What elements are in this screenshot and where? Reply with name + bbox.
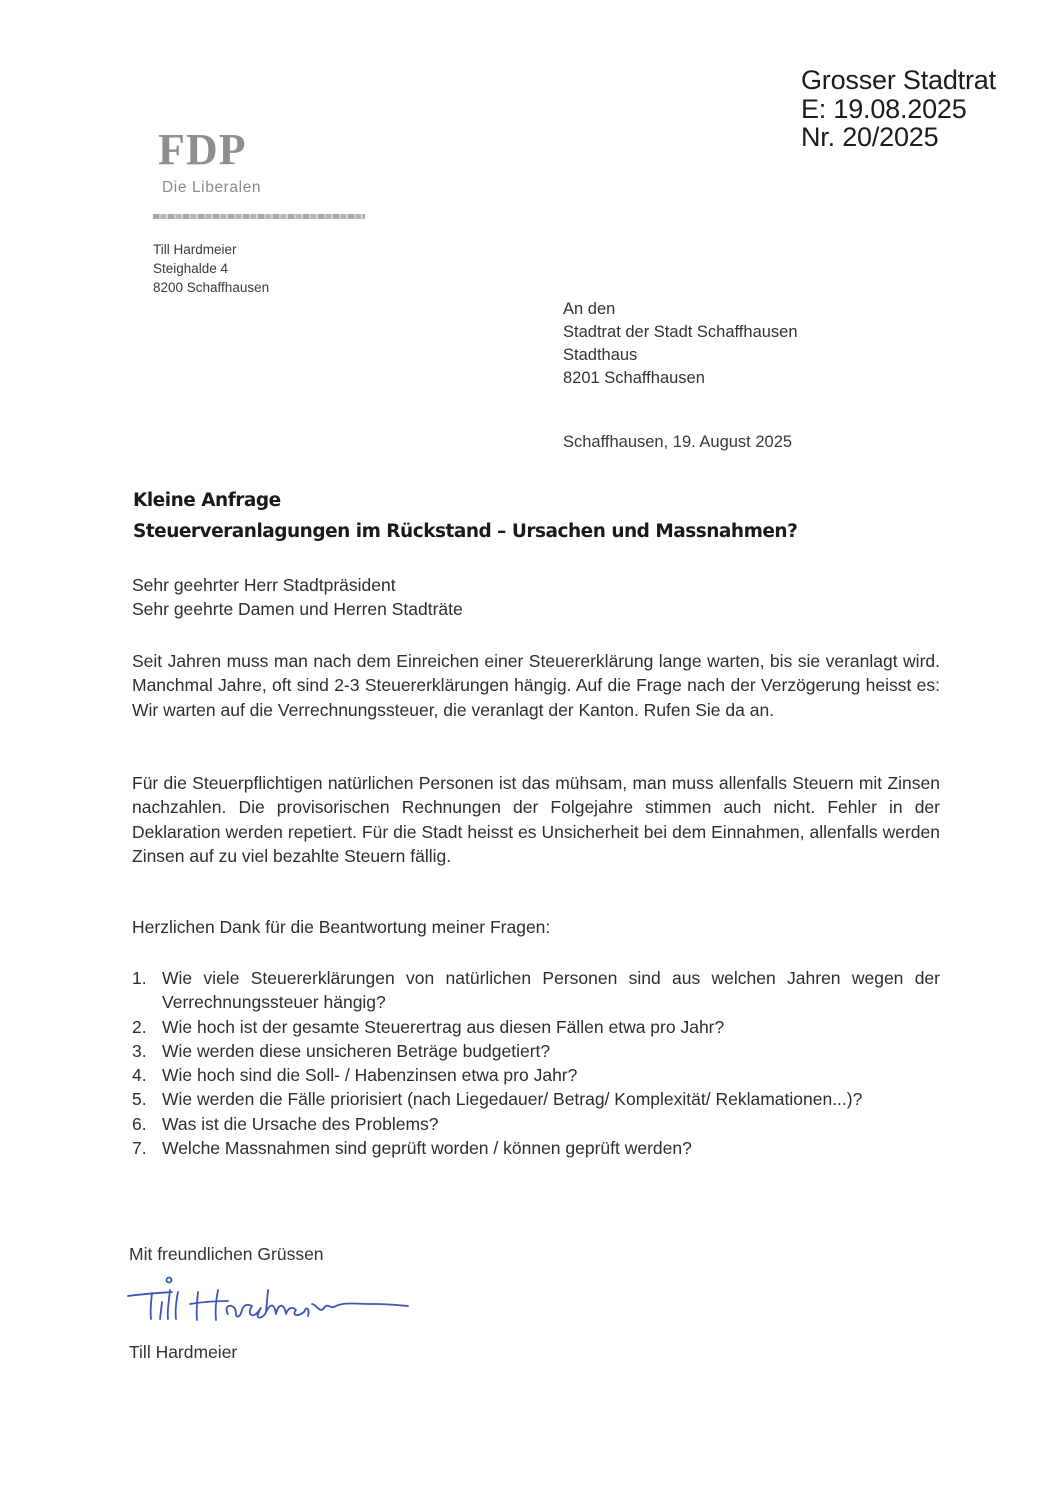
question-number: 1.: [132, 968, 147, 988]
receipt-stamp: [801, 66, 996, 152]
sender-address: [153, 240, 269, 297]
sender-name: Till Hardmeier: [153, 242, 237, 257]
question-text: Wie hoch sind die Soll- / Habenzinsen etwa pro Jahr?: [162, 1065, 578, 1086]
stamp-received-date: E: 19.08.2025: [801, 93, 967, 124]
logo-divider: [153, 214, 365, 219]
question-number: 2.: [132, 1016, 147, 1037]
party-logo: FDP: [158, 125, 247, 174]
question-number: 6.: [132, 1113, 147, 1134]
body-paragraph: Seit Jahren muss man nach dem Einreichen einer Steuererklärung lange warten, bis sie veranlagt wird. Manchmal Jahre, oft sind 2-3 Steuererklärungen hängig. Auf die Frage nach der Verzögerung heisst es: Wir warten auf die Verrechnungssteuer, die veranlagt der Kanton. Rufen Sie da an.: [132, 651, 940, 720]
question-text: Wie viele Steuererklärungen von natürlichen Personen sind aus welchen Jahren wegen der Verrechnungssteuer hängig?: [162, 968, 940, 1013]
signature-stroke: [197, 1292, 198, 1320]
question-text: Wie hoch ist der gesamte Steuerertrag aus diesen Fällen etwa pro Jahr?: [162, 1016, 725, 1037]
recipient-address: [563, 298, 798, 390]
signature-stroke: [160, 1302, 162, 1319]
question-number: 3.: [132, 1040, 147, 1061]
stamp-number: Nr. 20/2025: [801, 122, 939, 152]
question-item: [132, 1087, 940, 1111]
salutation-line: Sehr geehrte Damen und Herren Stadträte: [132, 599, 463, 620]
question-text: Welche Massnahmen sind geprüft worden / können geprüft werden?: [162, 1138, 692, 1159]
question-item: [132, 1063, 940, 1087]
signature-stroke: [227, 1290, 408, 1318]
question-item: [132, 1136, 940, 1160]
recipient-line: Stadthaus: [563, 346, 638, 364]
question-number: 7.: [132, 1138, 147, 1159]
body-paragraph: Für die Steuerpflichtigen natürlichen Personen ist das mühsam, man muss allenfalls Steuern mit Zinsen nachzahlen. Die provisorischen Rechnungen der Folgejahre stimmen auch nicht. Fehler in der Deklaration werden repetiert. Für die Stadt heisst es Unsicherheit bei dem Einnahmen, allenfalls werden Zinsen auf zu viel bezahlte Steuern fällig.: [132, 773, 940, 866]
signature-stroke: [190, 1301, 228, 1304]
document-type: Kleine Anfrage: [133, 490, 281, 511]
signature-stroke: [167, 1278, 172, 1283]
question-item: [132, 1112, 940, 1136]
question-text: Wie werden diese unsicheren Beträge budgetiert?: [162, 1040, 551, 1061]
sender-city: 8200 Schaffhausen: [153, 280, 270, 295]
question-item: [132, 1039, 940, 1063]
thanks-line: Herzlichen Dank für die Beantwortung meiner Fragen:: [132, 917, 551, 937]
stamp-authority: Grosser Stadtrat: [801, 65, 996, 95]
question-item: [132, 966, 940, 1015]
signature-stroke: [168, 1290, 170, 1319]
signature-stroke: [176, 1292, 178, 1319]
question-list: [132, 966, 940, 1160]
party-tagline: Die Liberalen: [162, 179, 262, 196]
question-text: Wie werden die Fälle priorisiert (nach Liegedauer/ Betrag/ Komplexität/ Reklamationen...)?: [162, 1089, 863, 1110]
salutation-line: Sehr geehrter Herr Stadtpräsident: [132, 575, 396, 595]
question-number: 4.: [132, 1065, 147, 1086]
signature-stroke: [128, 1292, 172, 1296]
signature-stroke: [216, 1290, 218, 1320]
sender-street: Steighalde 4: [153, 261, 229, 276]
salutation: [132, 573, 940, 622]
question-number: 5.: [132, 1089, 147, 1110]
place-date: Schaffhausen, 19. August 2025: [563, 433, 793, 451]
recipient-line: 8201 Schaffhausen: [563, 369, 705, 387]
subject-title: Steuerveranlagungen im Rückstand – Ursachen und Massnahmen?: [133, 521, 798, 542]
signature-stroke: [151, 1293, 152, 1319]
closing-greeting: Mit freundlichen Grüssen: [129, 1244, 324, 1264]
subject-block: [133, 485, 797, 547]
question-item: [132, 1015, 940, 1039]
handwritten-signature: [124, 1274, 414, 1329]
signer-name: Till Hardmeier: [129, 1342, 238, 1362]
question-text: Was ist die Ursache des Problems?: [162, 1113, 439, 1134]
recipient-line: Stadtrat der Stadt Schaffhausen: [563, 323, 798, 341]
recipient-line: An den: [563, 300, 616, 318]
